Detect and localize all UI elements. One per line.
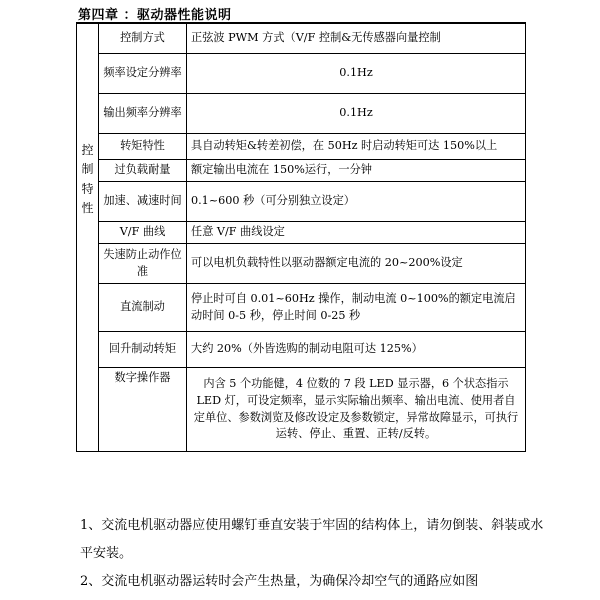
param-cell: 频率设定分辨率 <box>99 54 187 94</box>
value-cell: 0.1Hz <box>187 54 526 94</box>
value-cell: 0.1~600 秒（可分别独立设定） <box>187 182 526 222</box>
table-row <box>77 94 526 134</box>
table-row <box>77 134 526 160</box>
value-cell: 额定输出电流在 150%运行，一分钟 <box>187 160 526 182</box>
param-cell: 直流制动 <box>99 284 187 332</box>
param-cell: 控制方式 <box>99 24 187 54</box>
table-row <box>77 368 526 452</box>
param-cell: V/F 曲线 <box>99 222 187 244</box>
table-row <box>77 182 526 222</box>
group-char: 制 <box>81 162 94 177</box>
group-char: 控 <box>81 143 94 158</box>
value-cell: 大约 20%（外皆选购的制动电阻可达 125%） <box>187 332 526 368</box>
param-cell: 失速防止动作位准 <box>99 244 187 284</box>
installation-notes <box>80 512 550 596</box>
value-cell: 内含 5 个功能健，4 位数的 7 段 LED 显示器，6 个状态指示 LED 灯，可设定频率，显示实际输出频率、输出电流、使用者自定单位、参数浏览及修改设定及参数锁定，异常故障显示，可执行运转、停止、重置、正转/反转。 <box>187 368 526 452</box>
table-row <box>77 24 526 54</box>
value-cell: 停止时可自 0.01~60Hz 操作，制动电流 0~100%的额定电流启动时间 0-5 秒，停止时间 0-25 秒 <box>187 284 526 332</box>
note-paragraph: 1、交流电机驱动器应使用螺钉垂直安装于牢固的结构体上，请勿倒装、斜装或水平安装。 <box>80 518 544 561</box>
chapter-title: 第四章 ：驱动器性能说明 <box>78 8 232 23</box>
group-char: 特 <box>81 181 94 196</box>
spec-table <box>76 23 526 452</box>
param-cell: 数字操作器 <box>99 368 187 452</box>
group-label-cell <box>77 24 99 452</box>
value-cell: 可以电机负载特性以驱动器额定电流的 20~200%设定 <box>187 244 526 284</box>
value-cell: 任意 V/F 曲线设定 <box>187 222 526 244</box>
param-cell: 过负载耐量 <box>99 160 187 182</box>
param-cell: 回升制动转矩 <box>99 332 187 368</box>
param-cell: 加速、减速时间 <box>99 182 187 222</box>
table-row <box>77 160 526 182</box>
note-paragraph: 2、交流电机驱动器运转时会产生热量，为确保冷却空气的通路应如图 <box>80 574 479 589</box>
value-cell: 正弦波 PWM 方式（V/F 控制&无传感器向量控制 <box>187 24 526 54</box>
value-cell: 具自动转矩&转差初偿，在 50Hz 时启动转矩可达 150%以上 <box>187 134 526 160</box>
param-cell: 转矩特性 <box>99 134 187 160</box>
group-char: 性 <box>81 200 94 215</box>
table-row <box>77 284 526 332</box>
param-cell: 输出频率分辨率 <box>99 94 187 134</box>
table-row <box>77 54 526 94</box>
value-cell: 0.1Hz <box>187 94 526 134</box>
table-row <box>77 222 526 244</box>
table-row <box>77 332 526 368</box>
table-row <box>77 244 526 284</box>
